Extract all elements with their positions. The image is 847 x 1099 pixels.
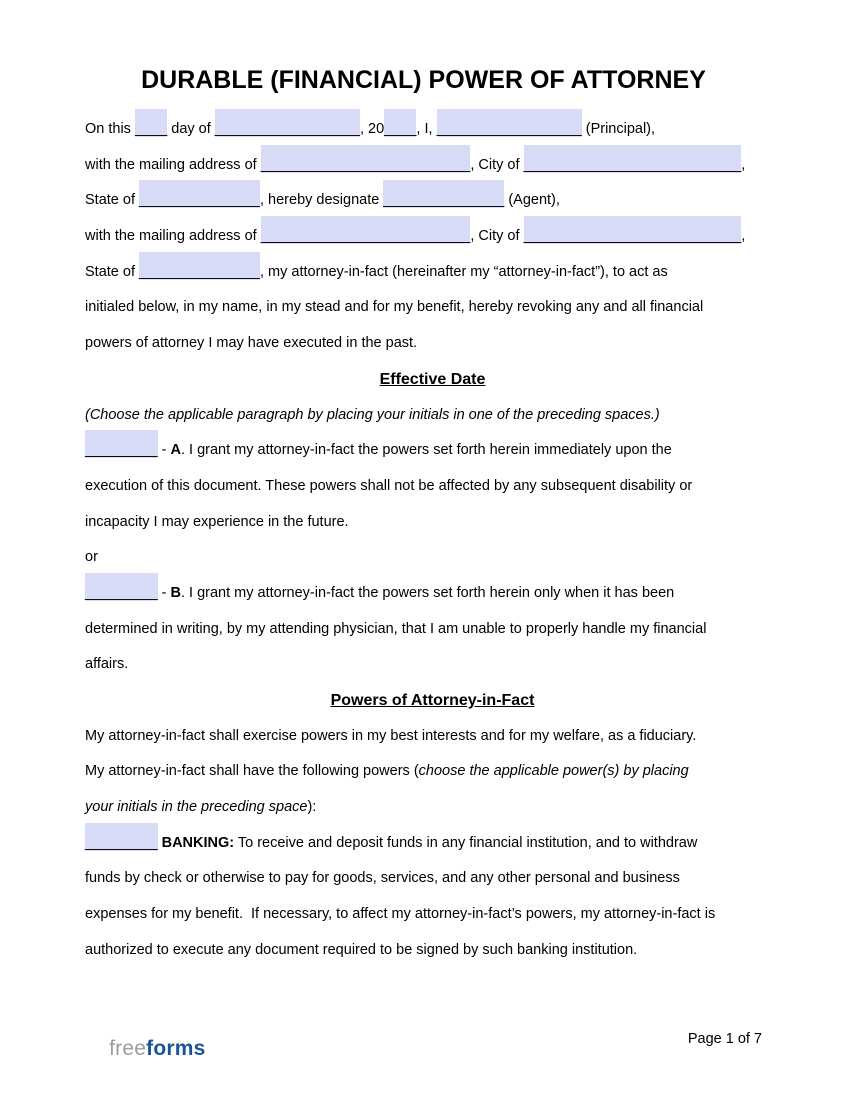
form-field-blank[interactable]: ____ [135, 109, 167, 137]
form-field-blank[interactable]: _________ [85, 573, 158, 601]
document-line [85, 505, 780, 541]
document-body [85, 112, 780, 969]
document-line [85, 112, 780, 148]
form-field-blank[interactable]: _________ [85, 823, 158, 851]
text-segment: State of [85, 192, 140, 209]
text-segment: execution of this document. These powers shall not be affected by any subsequent disability or [85, 477, 693, 494]
document-line [85, 290, 780, 326]
document-line [85, 790, 780, 826]
document-line [85, 540, 780, 576]
document-line [85, 433, 780, 469]
text-segment: B [170, 584, 181, 601]
text-segment: with the mailing address of [85, 156, 261, 173]
text-segment: My attorney-in-fact shall have the following powers ( [85, 763, 419, 780]
text-segment: authorized to execute any document required to be signed by such banking institution. [85, 941, 638, 958]
document-line [85, 647, 780, 683]
text-segment: , 20 [359, 121, 385, 137]
form-field-blank[interactable]: __________________________ [261, 145, 471, 173]
text-segment: . I grant my attorney-in-fact the powers set forth herein immediately upon the [180, 442, 672, 459]
text-segment: , [741, 228, 746, 245]
form-field-blank[interactable]: ___________________________ [524, 216, 742, 244]
text-segment: BANKING: [161, 834, 235, 851]
text-segment: Effective Date [379, 370, 486, 388]
text-segment: powers of attorney I may have executed in the past. [85, 335, 418, 352]
form-field-blank[interactable]: __________________ [215, 109, 360, 137]
document-line [85, 683, 780, 719]
text-segment: expenses for my benefit. If necessary, to affect my attorney-in-fact’s powers, my attorney-in-fact is [85, 906, 716, 923]
document-line [85, 326, 780, 362]
text-segment: choose the applicable power(s) by placing [418, 763, 689, 780]
text-segment: , City of [470, 228, 524, 245]
form-field-blank[interactable]: _________ [85, 430, 158, 458]
form-field-blank[interactable]: ____ [384, 109, 416, 137]
text-segment: (Agent), [504, 192, 560, 209]
text-segment: A [170, 442, 181, 459]
page-number: Page 1 of 7 [687, 1031, 762, 1047]
text-segment: determined in writing, by my attending physician, that I am unable to properly handle my financial [85, 620, 707, 637]
form-field-blank[interactable]: __________________ [437, 109, 582, 137]
document-line [85, 933, 780, 969]
text-segment: , hereby designate [259, 192, 384, 209]
form-field-blank[interactable]: ___________________________ [524, 145, 742, 173]
text-segment: ): [307, 799, 317, 816]
text-segment: initialed below, in my name, in my stead and for my benefit, hereby revoking any and all financial [85, 299, 704, 316]
document-line [85, 219, 780, 255]
document-line [85, 612, 780, 648]
document-line [85, 362, 780, 398]
text-segment: (Choose the applicable paragraph by placing your initials in one of the preceding spaces.) [85, 406, 660, 423]
text-segment: with the mailing address of [85, 228, 261, 245]
text-segment: , [741, 156, 746, 173]
form-field-blank[interactable]: __________________________ [261, 216, 471, 244]
logo-text-free: free [109, 1037, 147, 1060]
text-segment: your initials in the preceding space [85, 799, 308, 816]
text-segment: funds by check or otherwise to pay for goods, services, and any other personal and business [85, 870, 680, 887]
text-segment: , I, [416, 121, 437, 137]
text-segment: My attorney-in-fact shall exercise powers in my best interests and for my welfare, as a fiduciary. [85, 727, 697, 744]
text-segment: incapacity I may experience in the future. [85, 513, 349, 530]
text-segment: Powers of Attorney-in-Fact [330, 692, 535, 709]
text-segment: State of [85, 263, 140, 280]
document-line [85, 861, 780, 897]
document-title: DURABLE (FINANCIAL) POWER OF ATTORNEY [141, 66, 706, 94]
document-line [85, 897, 780, 933]
document-line [85, 183, 780, 219]
text-segment: or [85, 549, 98, 566]
document-line [85, 719, 780, 755]
form-field-blank[interactable]: _______________ [139, 252, 260, 280]
text-segment: , City of [470, 156, 524, 173]
text-segment: On this [85, 121, 135, 137]
text-segment: , my attorney-in-fact (hereinafter my “attorney-in-fact”), to act as [259, 263, 668, 280]
document-line [85, 398, 780, 434]
text-segment: . I grant my attorney-in-fact the powers set forth herein only when it has been [180, 584, 675, 601]
document-line [85, 754, 780, 790]
document-line [85, 469, 780, 505]
text-segment: (Principal), [581, 121, 656, 137]
freeforms-logo [85, 1013, 206, 1085]
text-segment: day of [167, 121, 215, 137]
logo-text-forms: forms [146, 1037, 206, 1060]
text-segment: affairs. [85, 656, 129, 673]
form-field-blank[interactable]: _______________ [383, 180, 504, 208]
text-segment: - [157, 442, 171, 459]
document-line [85, 148, 780, 184]
text-segment: To receive and deposit funds in any financial institution, and to withdraw [234, 834, 698, 851]
document-line [85, 255, 780, 291]
text-segment: - [157, 584, 171, 601]
form-field-blank[interactable]: _______________ [139, 180, 260, 208]
document-line [85, 576, 780, 612]
document-line [85, 826, 780, 862]
